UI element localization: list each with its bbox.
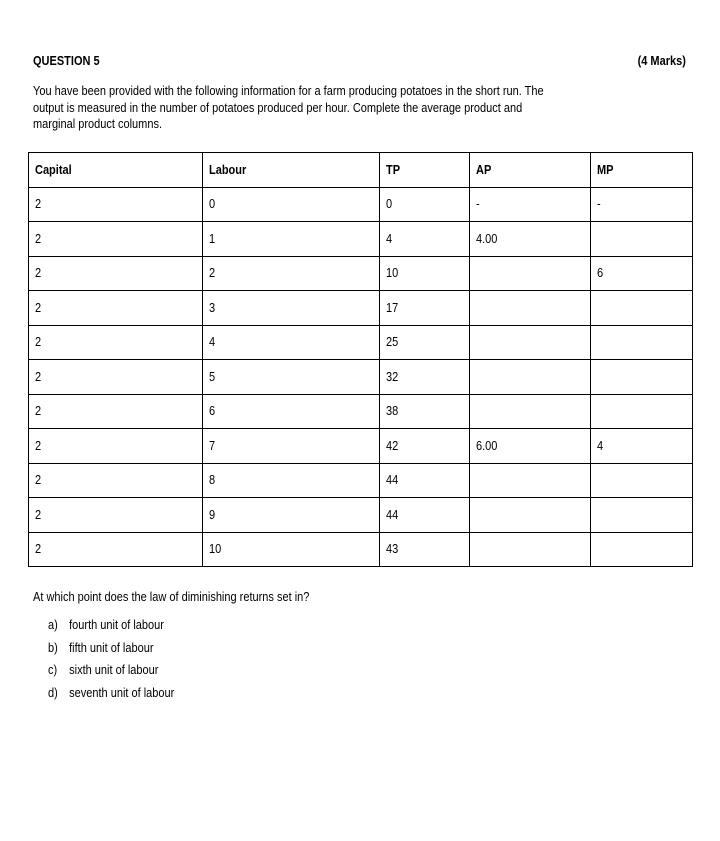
cell-mp: - <box>591 187 693 222</box>
cell-capital: 2 <box>29 325 203 360</box>
cell-ap <box>470 325 591 360</box>
cell-labour: 7 <box>203 429 380 464</box>
table-body <box>29 187 693 567</box>
mcq-options <box>48 618 192 709</box>
column-header-labour: Labour <box>203 153 380 188</box>
column-header-tp: TP <box>380 153 470 188</box>
column-header-ap: AP <box>470 153 591 188</box>
cell-mp: 4 <box>591 429 693 464</box>
table-row <box>29 360 693 395</box>
option-letter: d) <box>48 686 58 701</box>
cell-labour: 4 <box>203 325 380 360</box>
cell-capital: 2 <box>29 429 203 464</box>
cell-capital: 2 <box>29 463 203 498</box>
cell-labour: 9 <box>203 498 380 533</box>
cell-mp <box>591 463 693 498</box>
cell-labour: 0 <box>203 187 380 222</box>
intro-line: marginal product columns. <box>33 117 163 131</box>
option-text: sixth unit of labour <box>69 663 159 678</box>
cell-ap: 4.00 <box>470 222 591 257</box>
table-row <box>29 256 693 291</box>
question-marks: (4 Marks) <box>637 54 686 68</box>
cell-mp <box>591 498 693 533</box>
cell-capital: 2 <box>29 498 203 533</box>
table-row <box>29 222 693 257</box>
option-letter: b) <box>48 640 58 655</box>
table-row <box>29 394 693 429</box>
option-text: fifth unit of labour <box>69 640 154 655</box>
cell-labour: 1 <box>203 222 380 257</box>
cell-ap <box>470 291 591 326</box>
mcq-option <box>48 686 174 709</box>
column-header-capital: Capital <box>29 153 203 188</box>
cell-ap <box>470 463 591 498</box>
table-header-row <box>29 153 693 188</box>
cell-capital: 2 <box>29 291 203 326</box>
option-letter: a) <box>48 618 58 632</box>
cell-mp <box>591 222 693 257</box>
cell-tp: 43 <box>380 532 470 567</box>
cell-tp: 44 <box>380 463 470 498</box>
option-text: seventh unit of labour <box>69 686 175 701</box>
table-row <box>29 429 693 464</box>
cell-ap <box>470 498 591 533</box>
cell-capital: 2 <box>29 360 203 395</box>
cell-mp <box>591 532 693 567</box>
option-text: fourth unit of labour <box>69 618 164 632</box>
mcq-option <box>48 618 174 641</box>
cell-tp: 42 <box>380 429 470 464</box>
cell-capital: 2 <box>29 222 203 257</box>
mcq-option <box>48 641 174 664</box>
cell-tp: 38 <box>380 394 470 429</box>
mcq-question: At which point does the law of diminishing returns set in? <box>33 590 310 604</box>
cell-ap <box>470 360 591 395</box>
table-row <box>29 463 693 498</box>
cell-mp <box>591 325 693 360</box>
option-letter: c) <box>48 663 58 678</box>
cell-tp: 44 <box>380 498 470 533</box>
production-table <box>28 152 693 567</box>
question-header <box>33 54 686 70</box>
table-row <box>29 187 693 222</box>
cell-labour: 8 <box>203 463 380 498</box>
cell-capital: 2 <box>29 394 203 429</box>
intro-line: output is measured in the number of potatoes produced per hour. Complete the average product and <box>33 100 523 115</box>
cell-capital: 2 <box>29 256 203 291</box>
cell-mp <box>591 291 693 326</box>
cell-capital: 2 <box>29 187 203 222</box>
cell-ap <box>470 256 591 291</box>
cell-mp <box>591 360 693 395</box>
cell-tp: 4 <box>380 222 470 257</box>
cell-tp: 0 <box>380 187 470 222</box>
cell-ap: 6.00 <box>470 429 591 464</box>
cell-labour: 5 <box>203 360 380 395</box>
table-row <box>29 532 693 567</box>
cell-labour: 10 <box>203 532 380 567</box>
cell-ap <box>470 532 591 567</box>
cell-capital: 2 <box>29 532 203 567</box>
mcq-option <box>48 663 174 686</box>
cell-mp <box>591 394 693 429</box>
question-title: QUESTION 5 <box>33 54 100 68</box>
cell-tp: 17 <box>380 291 470 326</box>
cell-tp: 25 <box>380 325 470 360</box>
cell-ap <box>470 394 591 429</box>
question-intro <box>33 83 673 133</box>
table-row <box>29 498 693 533</box>
column-header-mp: MP <box>591 153 693 188</box>
cell-labour: 2 <box>203 256 380 291</box>
cell-labour: 3 <box>203 291 380 326</box>
table-row <box>29 325 693 360</box>
cell-mp: 6 <box>591 256 693 291</box>
cell-tp: 10 <box>380 256 470 291</box>
cell-ap: - <box>470 187 591 222</box>
cell-labour: 6 <box>203 394 380 429</box>
cell-tp: 32 <box>380 360 470 395</box>
table-row <box>29 291 693 326</box>
intro-line: You have been provided with the following information for a farm producing potatoes in the short run. The <box>33 84 544 98</box>
